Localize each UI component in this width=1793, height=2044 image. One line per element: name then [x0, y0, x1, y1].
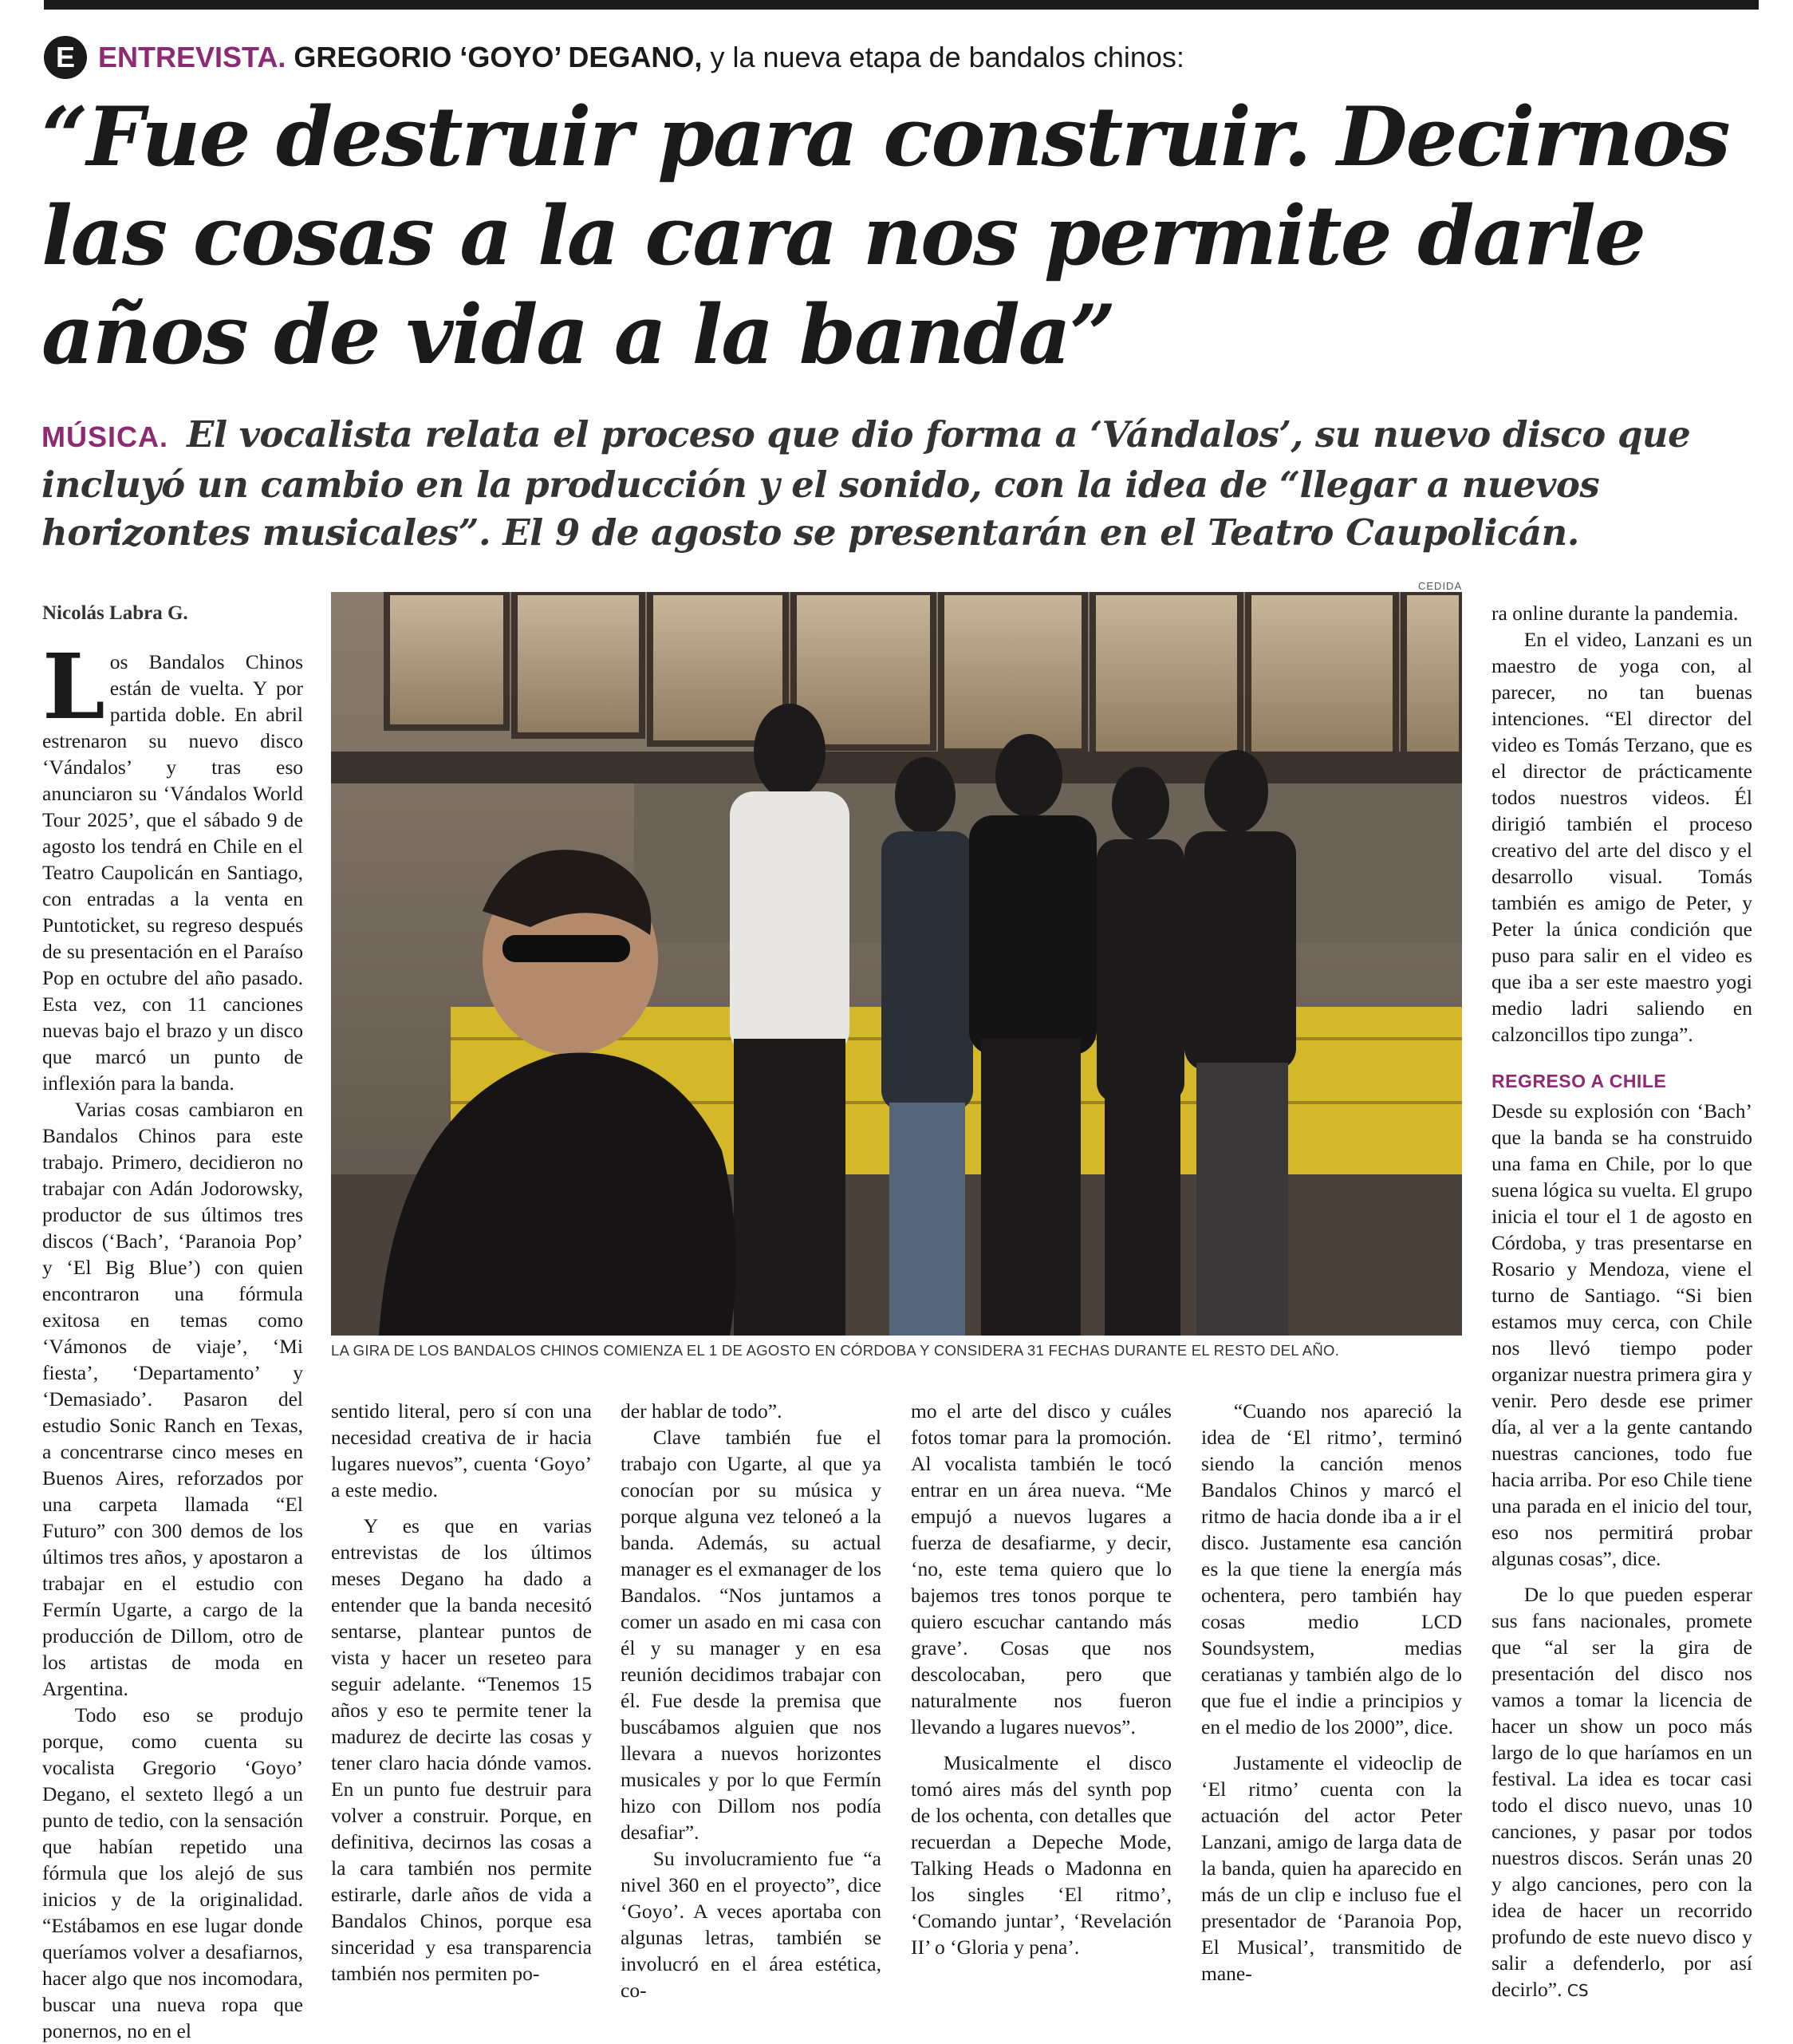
paragraph: Todo eso se produjo porque, como cuenta su vocalista Gregorio ‘Goyo’ Degano, el sexteto llegó a un punto de tedio, con la sensación que habían repetido una fórmula que los alejó de sus inicios y de la originalidad. “Estábamos en ese lugar donde queríamos volver a desafiarnos, hacer algo que nos incomodara, buscar una nueva ropa que ponernos, no en el — [42, 1703, 303, 2042]
paragraph — [42, 635, 303, 1096]
paragraph: ra online durante la pandemia. — [1492, 602, 1739, 625]
subhead-regreso-a-chile: REGRESO A CHILE — [1492, 1071, 1667, 1091]
headline: “Fue destruir para construir. Decirnos las cosas a la cara nos permite darle años de vida a la banda” — [41, 89, 1729, 383]
paragraph: mo el arte del disco y cuáles fotos tomar para la promoción. Al vocalista también le tocó entrar en un área nueva. “Me empujó a nuevos lugares a fuerza de desafiarme, y decir, ‘no, este tema quiero que lo bajemos tres tonos porque te quiero escuchar cantando más grave’. Cosas que nos descolocaban, pero que naturalmente nos fueron llevando a lugares nuevos”. — [911, 1399, 1172, 1738]
kicker — [44, 35, 1184, 80]
photo-caption: LA GIRA DE LOS BANDALOS CHINOS COMIENZA EL 1 DE AGOSTO EN CÓRDOBA Y CONSIDERA 31 FECHAS DURANTE EL RESTO DEL AÑO. — [331, 1342, 1340, 1359]
kicker-name: GREGORIO ‘GOYO’ DEGANO, — [294, 41, 703, 73]
column-1 — [42, 600, 303, 2044]
paragraph: Clave también fue el trabajo con Ugarte, al que ya conocían por su música y porque alguna vez teloneó a la banda. Además, su actual manager es el exmanager de los Bandalos. “Nos juntamos a comer un asado en mi casa con él y su manager y en esa reunión decidimos trabajar con él. Fue desde la premisa que buscábamos alguien que nos llevara a nuevos horizontes musicales y por lo que Fermín hizo con Dillom nos podía desafiar”. — [621, 1426, 881, 1844]
paragraph: Varias cosas cambiaron en Bandalos Chinos para este trabajo. Primero, decidieron no trabajar con Adán Jodorowsky, productor de sus últimos tres discos (‘Bach’, ‘Paranoia Pop’ y ‘El Big Blue’) con quien encontraron una fórmula exitosa en temas como ‘Vámonos de viaje’, ‘Mi fiesta’, ‘Departamento’ y ‘Demasiado’. Pasaron del estudio Sonic Ranch en Texas, a concentrarse cinco meses en Buenos Aires, reforzados por una carpeta llamada “El Futuro” con 300 demos de los últimos tres años, y apostaron a trabajar en el estudio con Fermín Ugarte, a cargo de la producción de Dillom, otro de los artistas de moda en Argentina. — [42, 1098, 303, 1700]
paragraph: Y es que en varias entrevistas de los últimos meses Degano ha dado a entender que la banda necesitó sentarse, plantear puntos de vista y hacer un reseteo para seguir adelante. “Tenemos 15 años y eso te permite tener la madurez de decirte las cosas y tener claro hacia dónde vamos. En un punto fue destruir para volver a construir. Porque, en definitiva, decirnos las cosas a la cara también nos permite estirarle, darle años de vida a Bandalos Chinos, porque esa sinceridad y esa transparencia también nos permiten po- — [331, 1514, 592, 1985]
column-5 — [1201, 1398, 1462, 1987]
photo-credit: CEDIDA — [1418, 580, 1463, 592]
paragraph — [1492, 1581, 1752, 2004]
dek-text: El vocalista relata el proceso que dio forma a ‘Vándalos’, su nuevo disco que incluyó un cambio en la producción y el sonido, con la idea de “llegar a nuevos horizontes musicales”. El 9 de agosto se presentarán en el Teatro Caupolicán. — [41, 413, 1691, 554]
dropcap: L — [42, 635, 105, 740]
dek — [41, 411, 1764, 557]
kicker-rest: y la nueva etapa de bandalos chinos: — [710, 41, 1184, 73]
column-3 — [621, 1398, 881, 2003]
paragraph: Musicalmente el disco tomó aires más del synth pop de los ochenta, con detalles que recuerdan a Depeche Mode, Talking Heads o Madonna en los singles ‘El ritmo’, ‘Comando juntar’, ‘Revelación II’ o ‘Gloria y pena’. — [911, 1751, 1172, 1959]
paragraph: “Cuando nos apareció la idea de ‘El ritmo’, terminó siendo la canción menos Bandalos Chinos y marcó el ritmo de hacia donde iba a ir el disco. Justamente esa canción es la que tiene la energía más ochentera, pero también hay cosas medio LCD Soundsystem, medias ceratianas y también algo de lo que fue el indie a principios y en el medio de los 2000”, dice. — [1201, 1399, 1462, 1738]
paragraph-text: De lo que pueden esperar sus fans nacionales, promete que “al ser la gira de presentación del disco nos vamos a tomar la licencia de hacer un show un poco más largo de lo que haríamos en un festival. La idea es tocar casi todo el disco nuevo, unas 10 canciones, y pasar por todos nuestros discos. Serán unas 20 y algo canciones, pero con la idea de hacer un recorrido profundo de este nuevo disco y salir a defenderlo, por así decirlo”. — [1492, 1583, 1752, 2001]
paragraph: Desde su explosión con ‘Bach’ que la banda se ha construido una fama en Chile, por lo que suena lógica su vuelta. El grupo inicia el tour el 1 de agosto en Córdoba, y tras presentarse en Rosario y Mendoza, viene el turno de Santiago. “Si bien estamos muy cerca, con Chile nos llevó tiempo poder organizar nuestra primera gira y venir. Pero desde ese primer día, al ver a la gente cantando nuestras canciones, todo fue hacia arriba. Por eso Chile tiene una parada en el inicio del tour, eso nos permitirá probar algunas cosas”, dice. — [1492, 1099, 1752, 1570]
column-6 — [1492, 600, 1752, 2004]
paragraph: Su involucramiento fue “a nivel 360 en el proyecto”, dice ‘Goyo’. A veces aportaba con algunas letras, también se involucró en el área estética, co- — [621, 1847, 881, 2002]
dek-section: MÚSICA. — [41, 420, 168, 453]
column-2 — [331, 1398, 592, 1987]
column-4 — [911, 1398, 1172, 1960]
paragraph: En el video, Lanzani es un maestro de yoga con, al parecer, no tan buenas intenciones. “El director del video es Tomás Terzano, que es el director de prácticamente todos nuestros videos. Él dirigió también el proceso creativo del arte del disco y el desarrollo visual. Tomás también es amigo de Peter, y Peter la única condición que puso para salir en el video es que iba a ser este maestro yogi medio ladri saliendo en calzoncillos tipo zunga”. — [1492, 628, 1752, 1046]
band-photo-image — [331, 592, 1462, 1336]
section-badge-icon: E — [44, 36, 87, 79]
byline: Nicolás Labra G. — [42, 602, 188, 624]
paragraph: Justamente el videoclip de ‘El ritmo’ cuenta con la actuación del actor Peter Lanzani, amigo de larga data de la banda, quien ha aparecido en más de un clip e incluso fue el presentador de ‘Paranoia Pop, El Musical’, transmitido de mane- — [1201, 1751, 1462, 1985]
paragraph: sentido literal, pero sí con una necesidad creativa de ir hacia lugares nuevos”, cuenta ‘Goyo’ a este medio. — [331, 1399, 592, 1501]
band-photo — [331, 592, 1462, 1336]
top-rule — [44, 0, 1759, 10]
kicker-section: ENTREVISTA. — [98, 41, 286, 73]
paragraph-text: os Bandalos Chinos están de vuelta. Y por partida doble. En abril estrenaron su nuevo disco ‘Vándalos’ y tras eso anunciaron su ‘Vándalos World Tour 2025’, que el sábado 9 de agosto los tendrá en Chile en el Teatro Caupolicán en Santiago, con entradas a la venta en Puntoticket, su regreso después de su presentación en el Paraíso Pop en octubre del año pasado. Esta vez, con 11 canciones nuevas bajo el brazo y un disco que marcó un punto de inflexión para la banda. — [42, 650, 303, 1095]
paragraph: der hablar de todo”. — [621, 1399, 782, 1423]
end-mark-icon: CS — [1566, 1981, 1589, 2000]
